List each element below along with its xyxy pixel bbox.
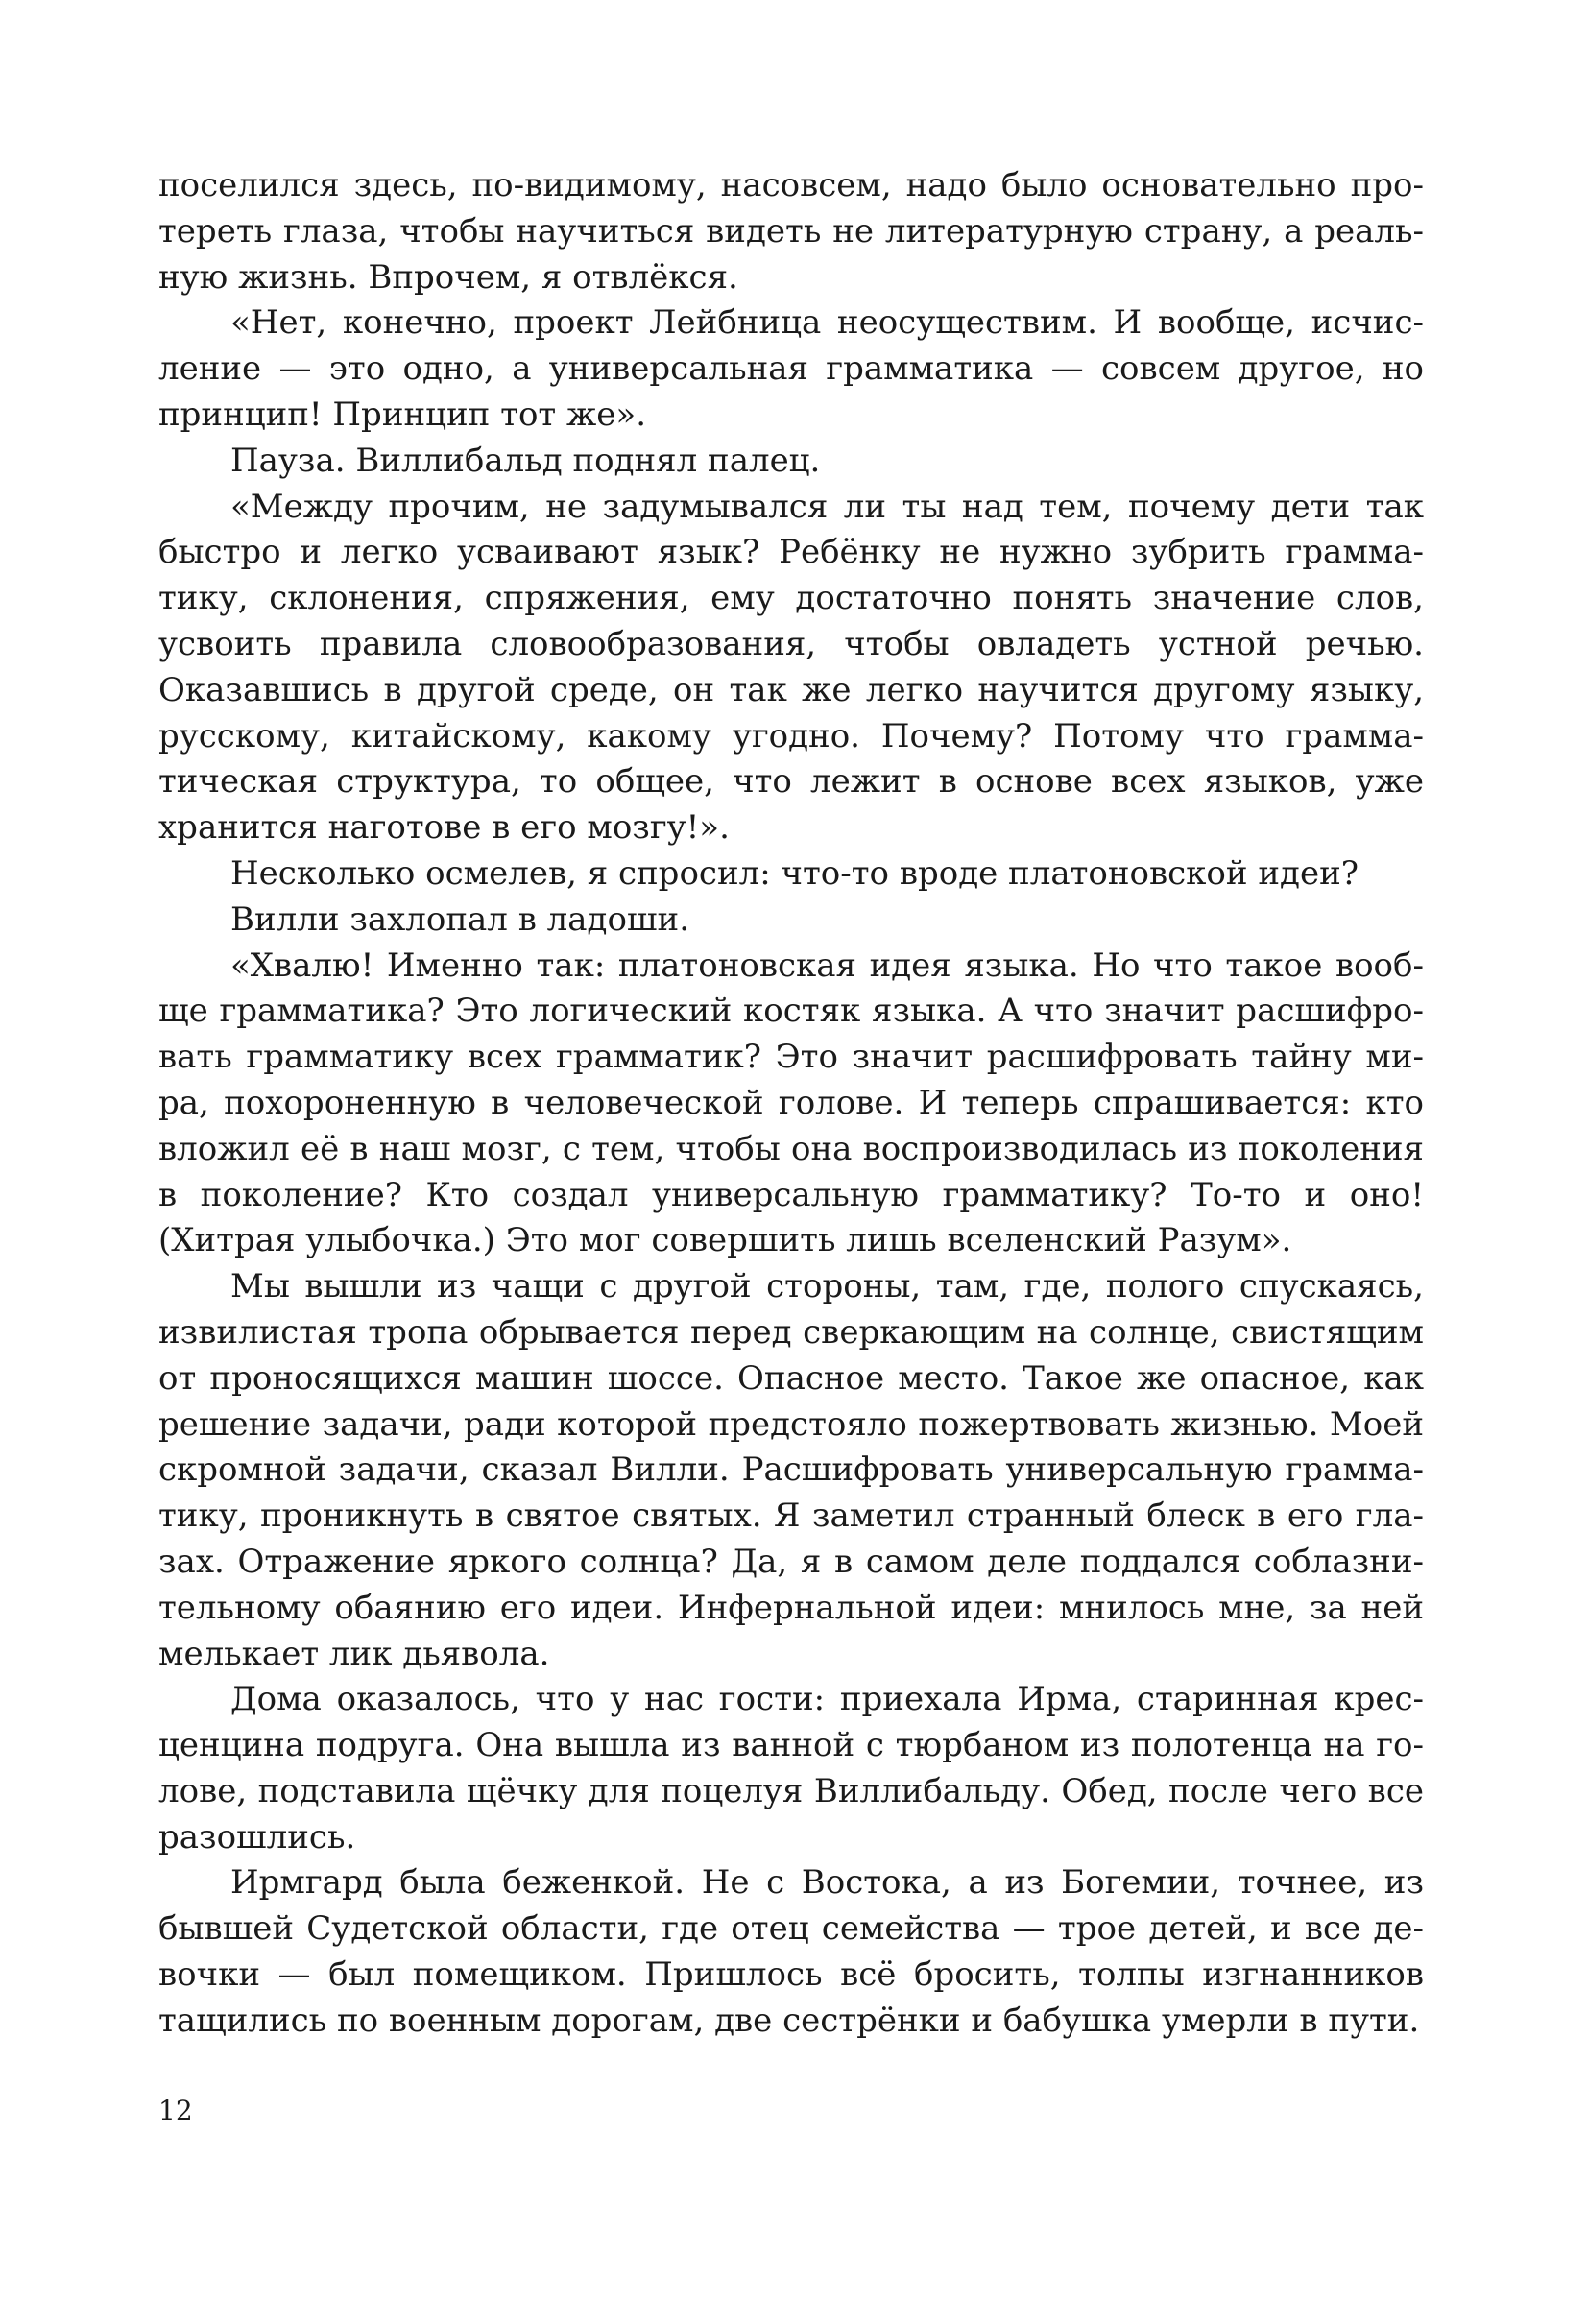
- page-number: 12: [158, 2095, 193, 2126]
- paragraph: Пауза. Виллибальд поднял палец.: [230, 441, 821, 480]
- paragraph: Мы вышли из чащи с другой стороны, там, где, полого спускаясь, извилистая тропа обрывается перед сверкающим на солнце, свистящим от проносящихся машин шоссе. Опасное место. Такое же опасное, как решение задачи, ради которой предстояло пожертвовать жизнью. Моей скромной задачи, сказал Вилли. Расшифровать универсальную грамматику, проникнуть в святое святых. Я заметил странный блеск в его глазах. Отражение яркого солнца? Да, я в самом деле поддался соблазнительному обаянию его идеи. Инфернальной идеи: мнилось мне, за ней мелькает лик дьявола.: [158, 1267, 1424, 1673]
- paragraph: поселился здесь, по-видимому, насовсем, надо было основательно протереть глаза, чтобы научиться видеть не литературную страну, а реальную жизнь. Впрочем, я отвлёкся.: [158, 166, 1424, 297]
- paragraph: Ирмгард была беженкой. Не с Востока, а из Богемии, точнее, из бывшей Судетской области, где отец семейства — трое детей, и все девочки — был помещиком. Пришлось всё бросить, толпы изгнанников тащились по военным дорогам, две сестрёнки и бабушка умерли в пути.: [158, 1863, 1424, 2040]
- paragraph: «Хвалю! Именно так: платоновская идея языка. Но что такое вообще грамматика? Это логический костяк языка. А что значит расшифровать грамматику всех грамматик? Это значит расшифровать тайну мира, похороненную в человеческой голове. И теперь спрашивается: кто вложил её в наш мозг, с тем, чтобы она воспроизводилась из поколения в поколение? Кто создал универсальную грамматику? То-то и оно! (Хитрая улыбочка.) Это мог совершить лишь вселенский Разум».: [158, 946, 1424, 1260]
- paragraph: «Между прочим, не задумывался ли ты над тем, почему дети так быстро и легко усваивают язык? Ребёнку не нужно зубрить грамматику, склонения, спряжения, ему достаточно понять значение слов, усвоить правила словообразования, чтобы овладеть устной речью. Оказавшись в другой среде, он так же легко научится другому языку, русскому, китайскому, какому угодно. Почему? Потому что грамматическая структура, то общее, что лежит в основе всех языков, уже хранится наготове в его мозгу!».: [158, 487, 1424, 848]
- paragraph: «Нет, конечно, проект Лейбница неосуществим. И вообще, исчисление — это одно, а универсальная грамматика — совсем другое, но принцип! Принцип тот же».: [158, 303, 1424, 434]
- paragraph: Вилли захлопал в ладоши.: [230, 899, 690, 939]
- paragraph: Несколько осмелев, я спросил: что-то вроде платоновской идеи?: [230, 853, 1359, 893]
- paragraph: Дома оказалось, что у нас гости: приехала Ирма, старинная кресценцина подруга. Она вышла из ванной с тюрбаном из полотенца на голове, подставила щёчку для поцелуя Виллибальду. Обед, после чего все разошлись.: [158, 1680, 1424, 1857]
- body-text: [158, 163, 1424, 2045]
